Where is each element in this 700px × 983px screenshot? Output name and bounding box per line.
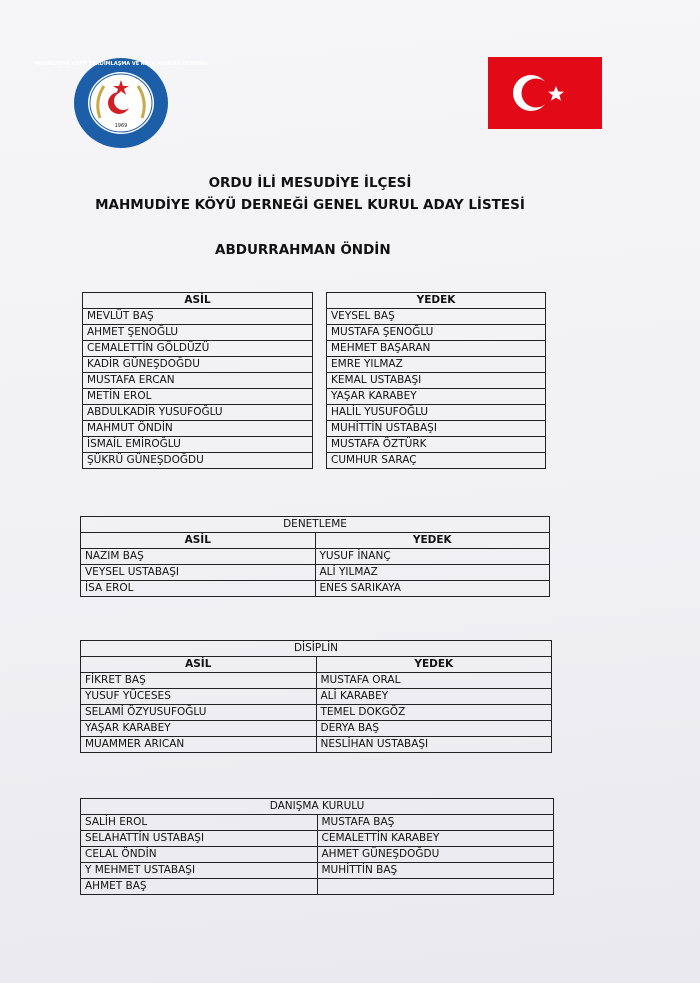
- asil-name-cell: MUAMMER ARICAN: [81, 737, 317, 753]
- table-row: [327, 309, 546, 325]
- svg-text:MAHMUDİYE KÖYÜ YARDIMLAŞMA VE: MAHMUDİYE KÖYÜ YARDIMLAŞMA VE KALKINDIRMA DERNEĞİ: [34, 61, 208, 67]
- asil-name-cell: YUSUF YÜCESES: [81, 689, 317, 705]
- asil-name-cell: VEYSEL USTABAŞI: [81, 565, 316, 581]
- yedek-name-cell: MUHİTTİN BAŞ: [317, 863, 554, 879]
- asil-name-cell: KADİR GÜNEŞDOĞDU: [83, 357, 313, 373]
- yedek-name-cell: ALİ KARABEY: [316, 689, 552, 705]
- yedek-name-cell: YAŞAR KARABEY: [327, 389, 546, 405]
- table-row: [81, 847, 554, 863]
- table-row: [81, 565, 550, 581]
- yedek-name-cell: TEMEL DOKGÖZ: [316, 705, 552, 721]
- asil-name-cell: METİN EROL: [83, 389, 313, 405]
- column-header-yedek: YEDEK: [316, 657, 552, 673]
- column-header-yedek: YEDEK: [315, 533, 550, 549]
- title-line-2: MAHMUDİYE KÖYÜ DERNEĞİ GENEL KURUL ADAY LİSTESİ: [95, 197, 525, 213]
- table-row: [83, 421, 313, 437]
- asil-name-cell: MAHMUT ÖNDİN: [83, 421, 313, 437]
- yedek-name-cell: KEMAL USTABAŞI: [327, 373, 546, 389]
- title-line-1: ORDU İLİ MESUDİYE İLÇESİ: [208, 175, 412, 191]
- yedek-name-cell: MUHİTTİN USTABAŞI: [327, 421, 546, 437]
- asil-name-cell: SALİH EROL: [81, 815, 318, 831]
- table-row: [327, 421, 546, 437]
- yedek-name-cell: MUSTAFA ŞENOĞLU: [327, 325, 546, 341]
- column-header-yedek: YEDEK: [327, 293, 546, 309]
- table-row: [83, 341, 313, 357]
- table-row: [81, 815, 554, 831]
- table-row: [81, 549, 550, 565]
- table-row: [83, 325, 313, 341]
- table-row: [81, 831, 554, 847]
- section-title-denetleme: DENETLEME: [81, 517, 550, 533]
- table-row: [81, 737, 552, 753]
- yedek-name-cell: DERYA BAŞ: [316, 721, 552, 737]
- yedek-name-cell: AHMET GÜNEŞDOĞDU: [317, 847, 554, 863]
- denetleme-table: [80, 516, 550, 597]
- yedek-name-cell: VEYSEL BAŞ: [327, 309, 546, 325]
- yedek-name-cell: ALİ YILMAZ: [315, 565, 550, 581]
- table-row: [83, 389, 313, 405]
- candidate-name: ABDURRAHMAN ÖNDİN: [215, 242, 391, 258]
- association-logo: [34, 56, 208, 150]
- table-row: [327, 341, 546, 357]
- danisma-kurulu-table: [80, 798, 554, 895]
- asil-name-cell: NAZIM BAŞ: [81, 549, 316, 565]
- asil-name-cell: SELAMİ ÖZYUSUFOĞLU: [81, 705, 317, 721]
- asil-name-cell: MEVLÜT BAŞ: [83, 309, 313, 325]
- asil-name-cell: SELAHATTİN USTABAŞI: [81, 831, 318, 847]
- table-row: [81, 581, 550, 597]
- column-header-asil: ASİL: [81, 533, 316, 549]
- turkish-flag: [488, 57, 602, 129]
- yedek-name-cell: HALİL YUSUFOĞLU: [327, 405, 546, 421]
- table-row: [327, 453, 546, 469]
- asil-name-cell: İSA EROL: [81, 581, 316, 597]
- asil-name-cell: YAŞAR KARABEY: [81, 721, 317, 737]
- yedek-name-cell: ENES SARIKAYA: [315, 581, 550, 597]
- yedek-name-cell: EMRE YILMAZ: [327, 357, 546, 373]
- yedek-name-cell: MUSTAFA ORAL: [316, 673, 552, 689]
- table-row: [81, 689, 552, 705]
- yonetim-asil-table: [82, 292, 313, 469]
- table-row: [327, 405, 546, 421]
- table-row: [327, 389, 546, 405]
- table-row: [81, 863, 554, 879]
- table-row: [327, 437, 546, 453]
- asil-name-cell: Y MEHMET USTABAŞI: [81, 863, 318, 879]
- yedek-name-cell: CUMHUR SARAÇ: [327, 453, 546, 469]
- yedek-name-cell: YUSUF İNANÇ: [315, 549, 550, 565]
- yedek-name-cell: MUSTAFA ÖZTÜRK: [327, 437, 546, 453]
- table-row: [327, 357, 546, 373]
- table-row: [81, 673, 552, 689]
- yedek-name-cell: MEHMET BAŞARAN: [327, 341, 546, 357]
- table-row: [83, 453, 313, 469]
- asil-name-cell: CELAL ÖNDİN: [81, 847, 318, 863]
- table-row: [327, 373, 546, 389]
- disiplin-table: [80, 640, 552, 753]
- table-row: [81, 879, 554, 895]
- table-row: [81, 721, 552, 737]
- yedek-name-cell: NESLİHAN USTABAŞI: [316, 737, 552, 753]
- table-row: [83, 373, 313, 389]
- section-title-disiplin: DİSİPLİN: [81, 641, 552, 657]
- table-row: [83, 357, 313, 373]
- asil-name-cell: AHMET ŞENOĞLU: [83, 325, 313, 341]
- asil-name-cell: CEMALETTİN GÖLDÜZÜ: [83, 341, 313, 357]
- table-row: [83, 405, 313, 421]
- asil-name-cell: ŞÜKRÜ GÜNEŞDOĞDU: [83, 453, 313, 469]
- section-title-danisma: DANIŞMA KURULU: [81, 799, 554, 815]
- asil-name-cell: ABDULKADİR YUSUFOĞLU: [83, 405, 313, 421]
- yedek-name-cell: [317, 879, 554, 895]
- column-header-asil: ASİL: [83, 293, 313, 309]
- asil-name-cell: FİKRET BAŞ: [81, 673, 317, 689]
- table-row: [327, 325, 546, 341]
- yedek-name-cell: MUSTAFA BAŞ: [317, 815, 554, 831]
- yonetim-yedek-table: [326, 292, 546, 469]
- svg-text:1969: 1969: [114, 123, 128, 129]
- yedek-name-cell: CEMALETTİN KARABEY: [317, 831, 554, 847]
- table-row: [83, 437, 313, 453]
- column-header-asil: ASİL: [81, 657, 317, 673]
- asil-name-cell: AHMET BAŞ: [81, 879, 318, 895]
- table-row: [81, 705, 552, 721]
- asil-name-cell: MUSTAFA ERCAN: [83, 373, 313, 389]
- table-row: [83, 309, 313, 325]
- asil-name-cell: İSMAİL EMİROĞLU: [83, 437, 313, 453]
